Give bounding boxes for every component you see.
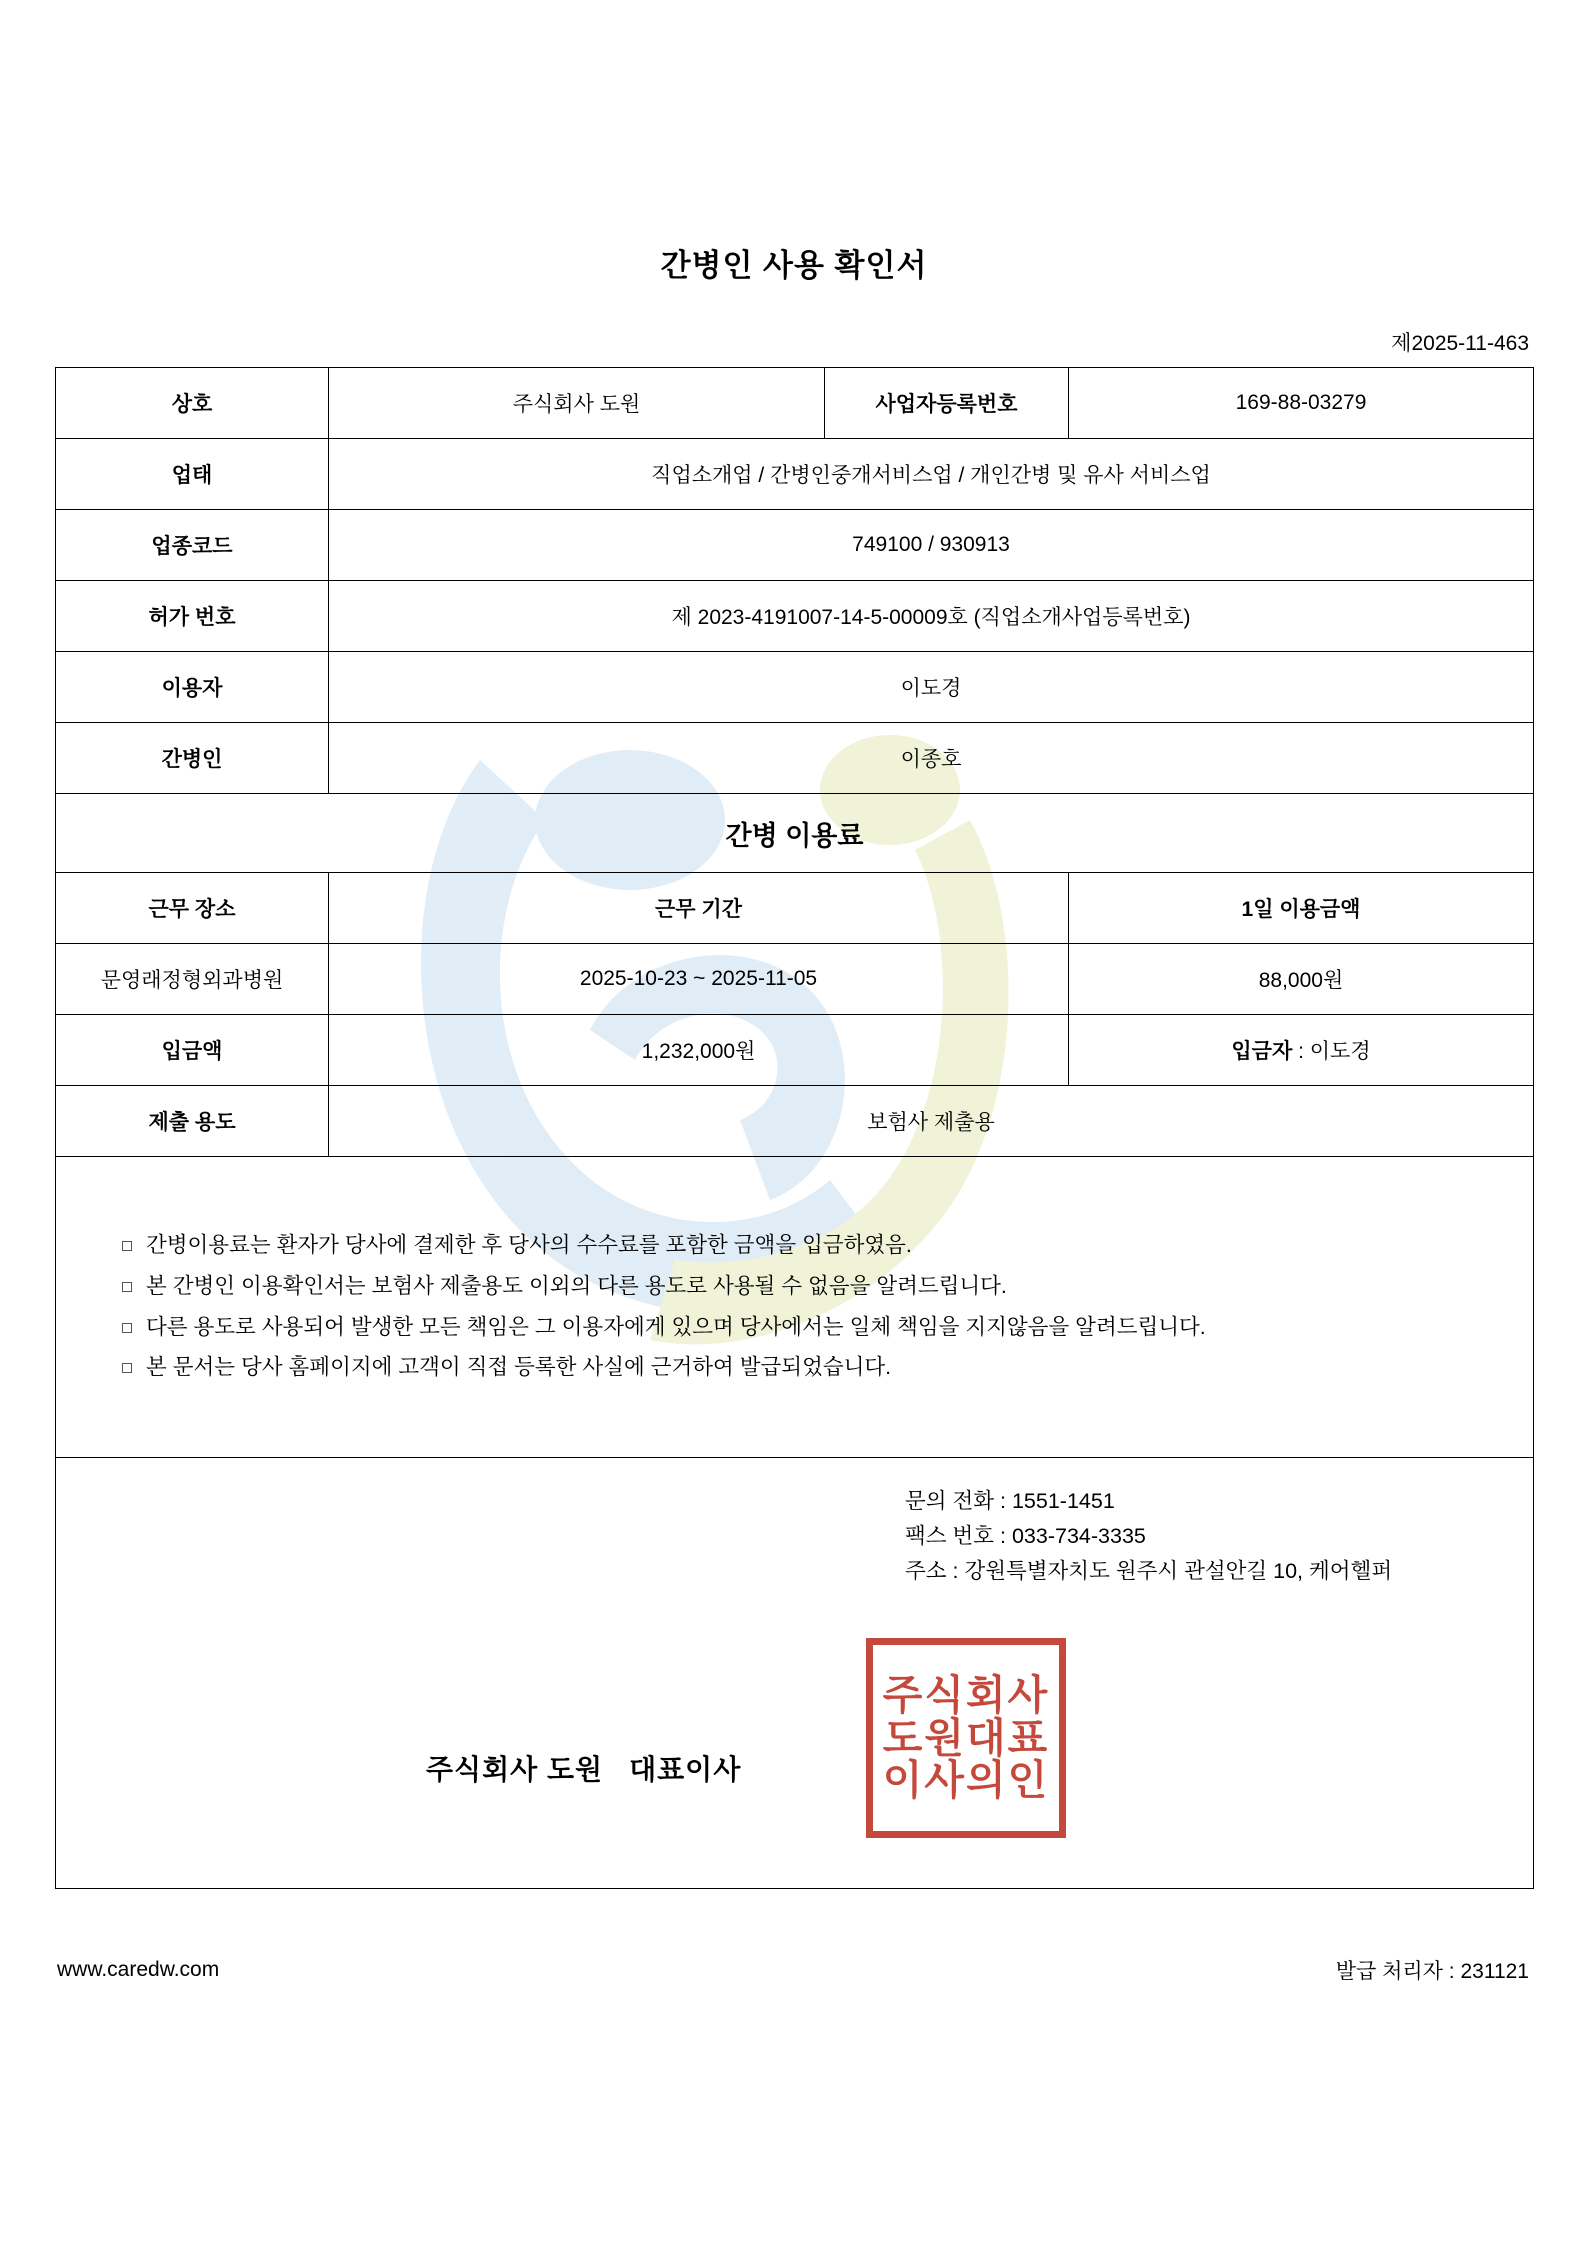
user-value: 이도경 xyxy=(329,652,1534,723)
fee-section-heading: 간병 이용료 xyxy=(56,794,1534,873)
table-row xyxy=(56,794,1534,873)
seal-line-1: 주식회사 xyxy=(882,1671,1050,1720)
table-row xyxy=(56,368,1534,439)
certificate-table xyxy=(55,367,1534,1889)
table-row xyxy=(56,1086,1534,1157)
purpose-value: 보험사 제출용 xyxy=(329,1086,1534,1157)
contact-fax: 팩스 번호 : 033-734-3335 xyxy=(905,1523,1146,1548)
business-type-value: 직업소개업 / 간병인중개서비스업 / 개인간병 및 유사 서비스업 xyxy=(329,439,1534,510)
table-row xyxy=(56,510,1534,581)
certificate-body xyxy=(55,240,1533,1889)
table-row xyxy=(56,439,1534,510)
table-row xyxy=(56,652,1534,723)
notes-list xyxy=(116,1232,1533,1381)
table-row xyxy=(56,873,1534,944)
business-type-label: 업태 xyxy=(56,439,329,510)
deposit-value: 1,232,000원 xyxy=(329,1015,1069,1086)
seal-line-2: 도원대표 xyxy=(882,1713,1050,1762)
list-item: 간병이용료는 환자가 당사에 결제한 후 당사의 수수료를 포함한 금액을 입금하였음. xyxy=(116,1232,1533,1260)
biz-no-value: 169-88-03279 xyxy=(1069,368,1534,439)
company-label: 상호 xyxy=(56,368,329,439)
table-row xyxy=(56,1458,1534,1889)
table-row xyxy=(56,723,1534,794)
footer-website: www.caredw.com xyxy=(57,1958,220,1981)
list-item: 다른 용도로 사용되어 발생한 모든 책임은 그 이용자에게 있으며 당사에서는 일체 책임을 지지않음을 알려드립니다. xyxy=(116,1314,1533,1342)
depositor-cell: 입금자 : 이도경 xyxy=(1069,1015,1534,1086)
company-value: 주식회사 도원 xyxy=(329,368,825,439)
industry-code-value: 749100 / 930913 xyxy=(329,510,1534,581)
deposit-label: 입금액 xyxy=(56,1015,329,1086)
purpose-label: 제출 용도 xyxy=(56,1086,329,1157)
signature-company: 주식회사 도원 xyxy=(426,1754,604,1785)
footer-issuer: 발급 처리자 : 231121 xyxy=(1335,1960,1529,1983)
biz-no-label: 사업자등록번호 xyxy=(825,368,1069,439)
caregiver-value: 이종호 xyxy=(329,723,1534,794)
table-row xyxy=(56,1157,1534,1458)
work-place-value: 문영래정형외과병원 xyxy=(56,944,329,1015)
depositor-value: 이도경 xyxy=(1309,1040,1371,1063)
seal-stamp-icon xyxy=(866,1638,1066,1838)
depositor-label: 입금자 xyxy=(1231,1040,1293,1063)
list-item: 본 간병인 이용확인서는 보험사 제출용도 이외의 다른 용도로 사용될 수 없음을 알려드립니다. xyxy=(116,1273,1533,1301)
seal-line-3: 이사의인 xyxy=(882,1756,1050,1805)
license-no-label: 허가 번호 xyxy=(56,581,329,652)
page-title: 간병인 사용 확인서 xyxy=(660,248,928,283)
industry-code-label: 업종코드 xyxy=(56,510,329,581)
contact-address: 주소 : 강원특별자치도 원주시 관설안길 10, 케어헬퍼 xyxy=(905,1558,1393,1583)
work-period-header: 근무 기간 xyxy=(329,873,1069,944)
company-seal xyxy=(866,1638,1066,1838)
user-label: 이용자 xyxy=(56,652,329,723)
work-place-header: 근무 장소 xyxy=(56,873,329,944)
daily-fee-header: 1일 이용금액 xyxy=(1069,873,1534,944)
work-period-value: 2025-10-23 ~ 2025-11-05 xyxy=(329,944,1069,1015)
table-row xyxy=(56,1015,1534,1086)
signature-line xyxy=(426,1748,741,1788)
contact-phone: 문의 전화 : 1551-1451 xyxy=(905,1489,1115,1513)
table-row xyxy=(56,944,1534,1015)
table-row xyxy=(56,581,1534,652)
daily-fee-value: 88,000원 xyxy=(1069,944,1534,1015)
license-no-value: 제 2023-4191007-14-5-00009호 (직업소개사업등록번호) xyxy=(329,581,1534,652)
contact-signature-section xyxy=(56,1458,1534,1889)
list-item: 본 문서는 당사 홈페이지에 고객이 직접 등록한 사실에 근거하여 발급되었습니다. xyxy=(116,1354,1533,1382)
page-footer xyxy=(55,1955,1533,1985)
notes-section xyxy=(56,1157,1534,1458)
document-number: 제2025-11-463 xyxy=(1391,332,1529,355)
caregiver-label: 간병인 xyxy=(56,723,329,794)
signature-title: 대표이사 xyxy=(629,1754,742,1785)
contact-block xyxy=(905,1484,1505,1588)
